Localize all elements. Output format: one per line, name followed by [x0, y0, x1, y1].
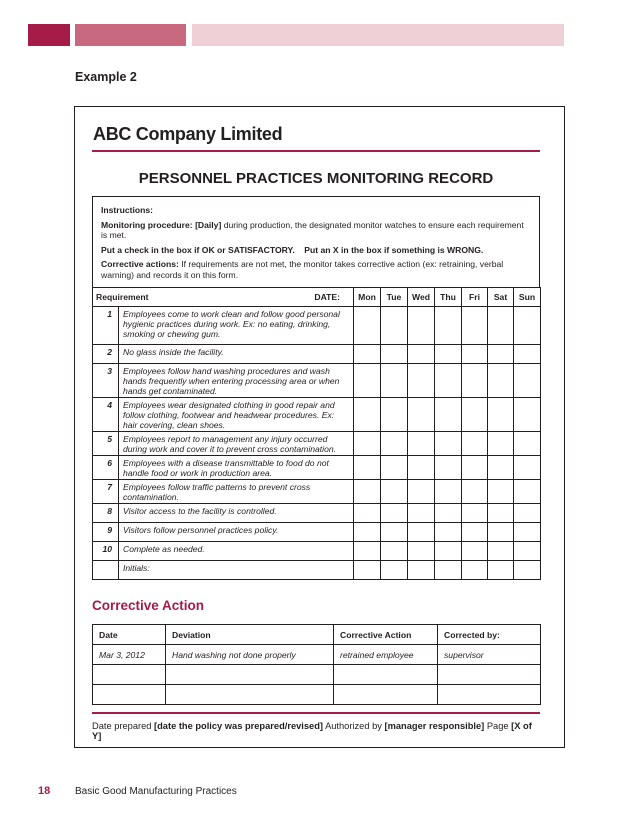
check-cell[interactable] [354, 345, 381, 364]
requirement-text: Employees with a disease transmittable to food do not handle food or work in production area. [119, 456, 354, 480]
requirement-text: Visitors follow personnel practices policy. [119, 523, 354, 542]
check-cell[interactable] [408, 307, 435, 345]
check-cell[interactable] [462, 456, 488, 480]
check-cell[interactable] [462, 561, 488, 580]
table-row [93, 685, 541, 705]
corrective-action-table [92, 624, 541, 705]
check-cell[interactable] [435, 432, 462, 456]
table-cell[interactable] [93, 685, 166, 705]
check-cell[interactable] [488, 345, 514, 364]
check-cell[interactable] [488, 398, 514, 432]
table-row [93, 523, 541, 542]
table-row [93, 345, 541, 364]
check-cell[interactable] [354, 307, 381, 345]
corrective-actions-note: Corrective actions: If requirements are not met, the monitor takes corrective action (ex: retraining, verbal warning) and records it on this form. [101, 259, 504, 280]
check-cell[interactable] [408, 504, 435, 523]
check-cell[interactable] [381, 542, 408, 561]
column-header: Date [93, 625, 166, 645]
check-cell[interactable] [462, 480, 488, 504]
table-cell[interactable] [438, 665, 541, 685]
requirement-number: 5 [93, 432, 119, 456]
requirement-text: Employees report to management any injury occurred during work and cover it to prevent cross contamination. [119, 432, 354, 456]
table-cell[interactable]: retrained employee [334, 645, 438, 665]
table-header-row [93, 625, 541, 645]
check-cell[interactable] [435, 398, 462, 432]
table-row [93, 432, 541, 456]
check-cell[interactable] [354, 523, 381, 542]
check-cell[interactable] [381, 432, 408, 456]
table-row [93, 364, 541, 398]
check-cell[interactable] [408, 523, 435, 542]
requirement-text: Initials: [119, 561, 354, 580]
check-cell[interactable] [408, 398, 435, 432]
corrective-action-title: Corrective Action [92, 598, 205, 613]
table-row [93, 542, 541, 561]
table-row [93, 665, 541, 685]
requirement-text: Visitor access to the facility is controlled. [119, 504, 354, 523]
check-cell[interactable] [408, 456, 435, 480]
form-title: PERSONNEL PRACTICES MONITORING RECORD [138, 170, 494, 187]
check-cell[interactable] [514, 398, 541, 432]
check-cell[interactable] [488, 364, 514, 398]
check-cell[interactable] [514, 542, 541, 561]
table-row [93, 307, 541, 345]
table-header-row [93, 288, 541, 307]
requirement-text: Employees follow traffic patterns to prevent cross contamination. [119, 480, 354, 504]
table-row [93, 456, 541, 480]
check-cell[interactable] [381, 307, 408, 345]
company-name: ABC Company Limited [93, 124, 283, 144]
requirement-number: 8 [93, 504, 119, 523]
check-cell[interactable] [514, 480, 541, 504]
check-cell[interactable] [488, 480, 514, 504]
check-cell[interactable] [354, 364, 381, 398]
requirement-number: 3 [93, 364, 119, 398]
check-cell[interactable] [488, 523, 514, 542]
check-cell[interactable] [462, 523, 488, 542]
requirement-number: 7 [93, 480, 119, 504]
check-cell[interactable] [408, 561, 435, 580]
table-cell[interactable] [334, 665, 438, 685]
monitoring-table [92, 287, 541, 580]
table-cell[interactable] [93, 665, 166, 685]
check-cell[interactable] [514, 504, 541, 523]
check-cell[interactable] [435, 504, 462, 523]
requirement-number: 1 [93, 307, 119, 345]
header-accent-bar [75, 24, 186, 46]
check-cell[interactable] [435, 307, 462, 345]
table-cell[interactable]: Mar 3, 2012 [93, 645, 166, 665]
table-cell[interactable] [166, 665, 334, 685]
day-header: Sun [514, 288, 541, 307]
check-cell[interactable] [408, 432, 435, 456]
check-cell[interactable] [488, 432, 514, 456]
check-cell[interactable] [488, 542, 514, 561]
check-cell[interactable] [514, 561, 541, 580]
check-cell[interactable] [354, 561, 381, 580]
divider [92, 712, 540, 714]
table-row [93, 504, 541, 523]
check-cell[interactable] [514, 523, 541, 542]
check-cell[interactable] [354, 504, 381, 523]
table-cell[interactable]: supervisor [438, 645, 541, 665]
day-header: Thu [435, 288, 462, 307]
check-cell[interactable] [514, 364, 541, 398]
requirement-number: 10 [93, 542, 119, 561]
approval-line: Date prepared [date the policy was prepared/revised] Authorized by [manager responsible] Page [X of Y] [92, 721, 532, 741]
table-cell[interactable] [166, 685, 334, 705]
day-header: Mon [354, 288, 381, 307]
requirement-number: 2 [93, 345, 119, 364]
table-row [93, 561, 541, 580]
check-cell[interactable] [488, 504, 514, 523]
check-cell[interactable] [488, 307, 514, 345]
check-cell[interactable] [408, 480, 435, 504]
check-cell[interactable] [381, 398, 408, 432]
check-cell[interactable] [381, 504, 408, 523]
check-cell[interactable] [435, 456, 462, 480]
check-cell[interactable] [381, 345, 408, 364]
table-row [93, 480, 541, 504]
check-cell[interactable] [435, 542, 462, 561]
check-cell[interactable] [462, 504, 488, 523]
check-cell[interactable] [381, 364, 408, 398]
table-row [93, 645, 541, 665]
check-cell[interactable] [381, 456, 408, 480]
check-cell[interactable] [514, 345, 541, 364]
check-cell[interactable] [354, 480, 381, 504]
check-cell[interactable] [354, 398, 381, 432]
check-cell[interactable] [381, 480, 408, 504]
column-header: Corrected by: [438, 625, 541, 645]
check-cell[interactable] [514, 432, 541, 456]
check-cell[interactable] [514, 307, 541, 345]
header-accent-bar [28, 24, 70, 46]
day-header: Fri [462, 288, 488, 307]
day-header: Wed [408, 288, 435, 307]
page-number: 18 [38, 785, 51, 797]
table-cell[interactable] [334, 685, 438, 705]
requirement-text: Complete as needed. [119, 542, 354, 561]
requirement-number: 9 [93, 523, 119, 542]
check-cell[interactable] [462, 542, 488, 561]
check-cell[interactable] [488, 456, 514, 480]
table-row [93, 398, 541, 432]
check-cell[interactable] [354, 432, 381, 456]
check-cell[interactable] [462, 432, 488, 456]
running-title: Basic Good Manufacturing Practices [75, 786, 237, 797]
check-cell[interactable] [408, 345, 435, 364]
day-header: Tue [381, 288, 408, 307]
header-accent-bar [192, 24, 564, 46]
check-cell[interactable] [408, 542, 435, 561]
check-cell[interactable] [408, 364, 435, 398]
check-cell[interactable] [462, 398, 488, 432]
column-header: Deviation [166, 625, 334, 645]
check-cell[interactable] [488, 561, 514, 580]
check-cell[interactable] [354, 542, 381, 561]
instructions-heading: Instructions: [101, 205, 154, 215]
check-cell[interactable] [435, 480, 462, 504]
day-header: Sat [488, 288, 514, 307]
check-cell[interactable] [462, 364, 488, 398]
section-label: Example 2 [75, 70, 137, 84]
requirement-number: 6 [93, 456, 119, 480]
requirement-number [93, 561, 119, 580]
check-cell[interactable] [435, 561, 462, 580]
check-cell[interactable] [435, 523, 462, 542]
table-cell[interactable] [438, 685, 541, 705]
requirement-text: Employees follow hand washing procedures and wash hands frequently when entering processing area or when hands get contaminated. [119, 364, 354, 398]
check-cell[interactable] [462, 307, 488, 345]
requirement-text: Employees come to work clean and follow good personal hygienic practices during work. Ex: no eating, drinking, smoking or chewing gum. [119, 307, 354, 345]
check-cell[interactable] [381, 561, 408, 580]
check-cell[interactable] [435, 345, 462, 364]
instructions-box [92, 196, 540, 288]
divider [92, 150, 540, 152]
check-cell[interactable] [354, 456, 381, 480]
requirement-header: Requirement DATE: [93, 288, 354, 307]
monitoring-procedure: Monitoring procedure: [Daily] during production, the designated monitor watches to ensure each requirement is met. [101, 219, 524, 240]
requirement-text: No glass inside the facility. [119, 345, 354, 364]
table-cell[interactable]: Hand washing not done properly [166, 645, 334, 665]
check-cell[interactable] [462, 345, 488, 364]
marking-rules: Put a check in the box if OK or SATISFACTORY. Put an X in the box if something is WRONG. [101, 244, 484, 255]
check-cell[interactable] [435, 364, 462, 398]
check-cell[interactable] [381, 523, 408, 542]
check-cell[interactable] [514, 456, 541, 480]
requirement-number: 4 [93, 398, 119, 432]
requirement-text: Employees wear designated clothing in good repair and follow clothing, footwear and headwear procedures. Ex: hair covering, clean shoes. [119, 398, 354, 432]
column-header: Corrective Action [334, 625, 438, 645]
